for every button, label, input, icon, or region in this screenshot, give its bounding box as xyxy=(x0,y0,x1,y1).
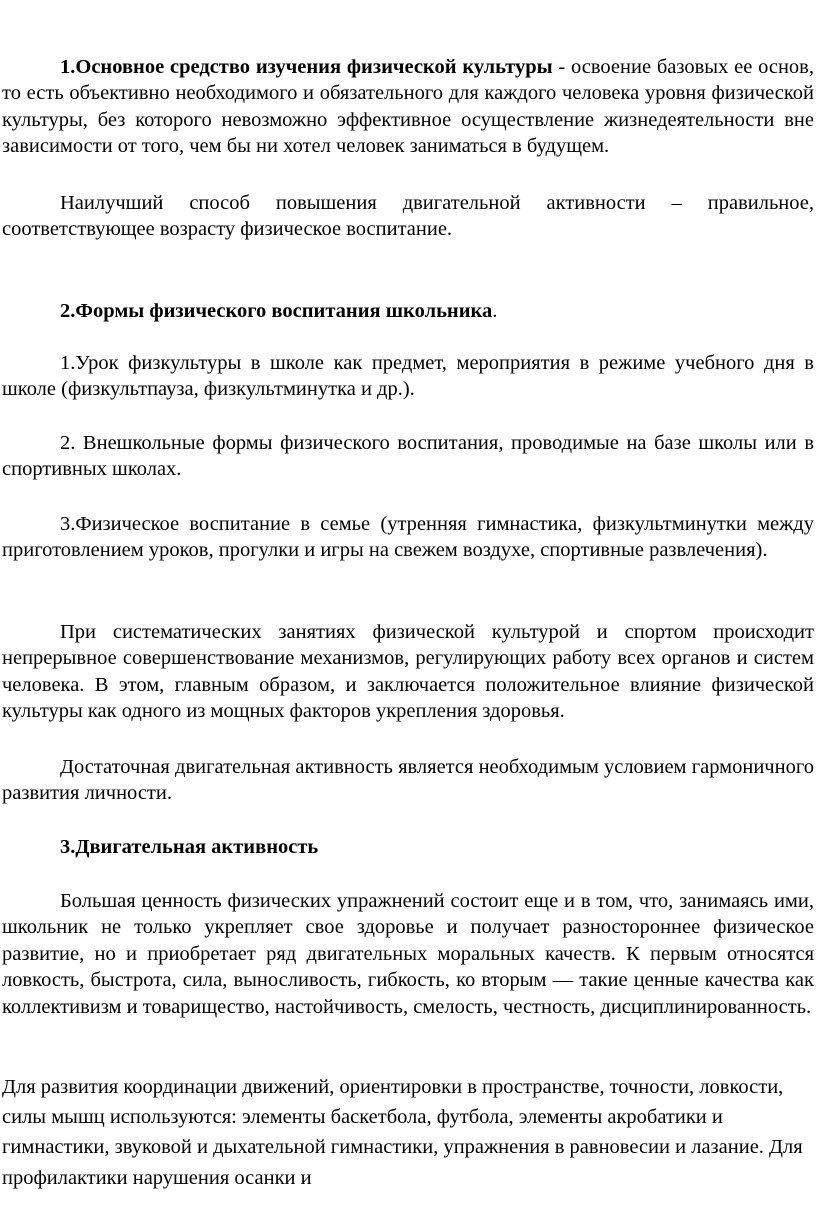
section3-value-paragraph: Большая ценность физических упражнений состоит еще и в том, что, занимаясь ими, школьник не только укрепляет свое здоровье и получает разностороннее физическое развитие, но и приобретает ряд двигательных моральных качеств. К первым относятся ловкость, быстрота, сила, выносливость, гибкость, ко вторым — такие ценные качества как коллективизм и товарищество, настойчивость, смелость, честность, дисциплинированность. xyxy=(2,890,814,1018)
section1-paragraph-2: Наилучший способ повышения двигательной активности – правильное, соответствующее возрасту физическое воспитание. xyxy=(2,192,814,241)
section2-item-1: 1.Урок физкультуры в школе как предмет, мероприятия в режиме учебного дня в школе (физкультпауза, физкультминутка и др.). xyxy=(2,352,814,401)
section1-intro-paragraph xyxy=(2,54,814,160)
section2-sufficient-paragraph: Достаточная двигательная активность является необходимым условием гармоничного развития личности. xyxy=(2,756,814,805)
section2-heading-line xyxy=(60,298,497,324)
section2-heading-tail: . xyxy=(492,300,498,322)
section3-heading: 3.Двигательная активность xyxy=(60,836,319,858)
section2-systematic-paragraph: При систематических занятиях физической культурой и спортом происходит непрерывное совершенствование механизмов, регулирующих работу всех органов и систем человека. В этом, главным образом, и заключается положительное влияние физической культуры как одного из мощных факторов укрепления здоровья. xyxy=(2,621,814,723)
section2-item-2: 2. Внешкольные формы физического воспитания, проводимые на базе школы или в спортивных школах. xyxy=(2,432,814,481)
section1-lead-text: - освоение базовых ее основ, то есть объективно необходимого и обязательного для каждого человека уровня физической культуры, без которого невозможно эффективное осуществление жизнедеятельности вне зависимости от того, чем бы ни хотел человек заниматься в будущем. xyxy=(2,56,814,158)
section3-coordination-paragraph: Для развития координации движений, ориентировки в пространстве, точности, ловкости, силы мышц используются: элементы баскетбола, футбола, элементы акробатики и гимнастики, звуковой и дыхательной гимнастики, упражнения в равновесии и лазание. Для профилактики нарушения осанки и xyxy=(2,1076,803,1189)
section2-heading: 2.Формы физического воспитания школьника xyxy=(60,300,493,322)
section1-heading: 1.Основное средство изучения физической культуры xyxy=(60,56,553,78)
section2-item-3: 3.Физическое воспитание в семье (утренняя гимнастика, физкультминутки между приготовлением уроков, прогулки и игры на свежем воздухе, спортивные развлечения). xyxy=(2,513,814,562)
